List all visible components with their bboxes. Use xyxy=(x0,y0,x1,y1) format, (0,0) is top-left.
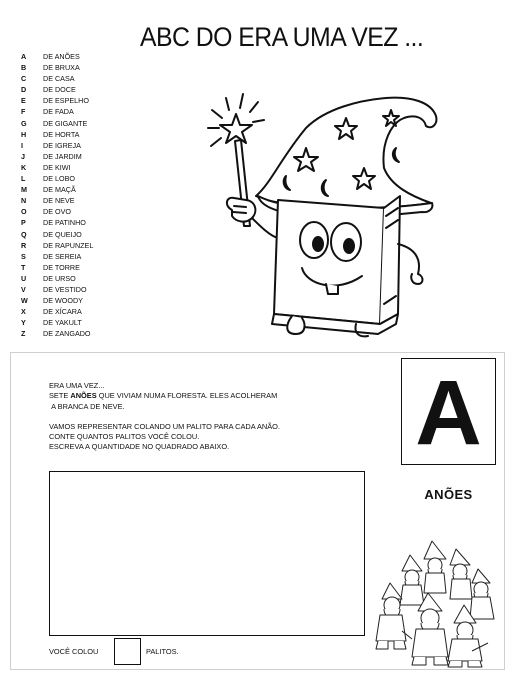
alphabet-letter: T xyxy=(21,262,26,272)
story-fragment: SETE xyxy=(49,391,71,401)
alphabet-letter: W xyxy=(21,296,28,306)
alphabet-letter: S xyxy=(21,251,26,261)
alphabet-item xyxy=(20,217,93,228)
alphabet-item xyxy=(20,273,93,284)
alphabet-letter: Q xyxy=(21,229,27,239)
alphabet-letter: K xyxy=(21,162,27,172)
alphabet-letter: Y xyxy=(21,318,26,328)
alphabet-word: DE MAÇÃ xyxy=(43,185,76,195)
alphabet-word: DE XÍCARA xyxy=(43,307,82,317)
letter-word: ANÕES xyxy=(424,487,473,502)
alphabet-word: DE ESPELHO xyxy=(43,96,89,106)
alphabet-item xyxy=(20,73,93,84)
dwarf-figure xyxy=(424,541,446,593)
alphabet-item xyxy=(20,84,93,95)
book-character xyxy=(272,196,423,336)
instruction-line: VAMOS REPRESENTAR COLANDO UM PALITO PARA CADA ANÃO. xyxy=(49,421,280,431)
story-line xyxy=(49,402,280,412)
stick-pasting-area[interactable] xyxy=(49,471,365,636)
alphabet-word: DE OVO xyxy=(43,207,71,217)
alphabet-letter: B xyxy=(21,63,27,73)
alphabet-word: DE RAPUNZEL xyxy=(43,240,94,250)
alphabet-word: DE ZANGADO xyxy=(43,329,91,339)
story-fragment: A BRANCA DE NEVE. xyxy=(51,401,125,411)
alphabet-list xyxy=(20,51,93,339)
alphabet-item xyxy=(20,306,93,317)
alphabet-item xyxy=(20,229,93,240)
seven-dwarfs-illustration xyxy=(372,535,499,668)
alphabet-word: DE SEREIA xyxy=(43,251,82,261)
alphabet-item xyxy=(20,284,93,295)
alphabet-letter: E xyxy=(21,96,26,106)
story-line: ERA UMA VEZ... xyxy=(49,381,105,390)
alphabet-letter: X xyxy=(21,307,26,317)
alphabet-item xyxy=(20,106,93,117)
alphabet-letter: P xyxy=(21,218,26,228)
alphabet-word: DE LOBO xyxy=(43,174,75,184)
alphabet-item xyxy=(20,317,93,328)
dwarf-figure xyxy=(470,569,494,619)
alphabet-word: DE PATINHO xyxy=(43,218,86,228)
alphabet-letter: A xyxy=(21,52,27,61)
alphabet-letter: L xyxy=(21,174,26,184)
alphabet-letter: R xyxy=(21,240,27,250)
alphabet-item xyxy=(20,295,93,306)
alphabet-word: DE NEVE xyxy=(43,196,75,206)
alphabet-word: DE CASA xyxy=(43,74,75,84)
wand-star-icon xyxy=(220,114,252,143)
alphabet-letter: G xyxy=(21,118,27,128)
alphabet-letter: U xyxy=(21,273,27,283)
alphabet-letter: I xyxy=(21,140,23,150)
alphabet-letter: Z xyxy=(21,329,26,339)
dwarf-figure xyxy=(450,549,472,599)
alphabet-word: DE JARDIM xyxy=(43,151,82,161)
alphabet-word: DE KIWI xyxy=(43,162,71,172)
alphabet-letter: V xyxy=(21,284,26,294)
wizard-hat xyxy=(256,98,436,217)
alphabet-item xyxy=(20,328,93,339)
alphabet-word: DE HORTA xyxy=(43,129,80,139)
letter-box xyxy=(401,358,496,465)
alphabet-item xyxy=(20,206,93,217)
alphabet-letter: M xyxy=(21,185,27,195)
count-label: VOCÊ COLOU xyxy=(49,647,99,656)
alphabet-item xyxy=(20,62,93,73)
alphabet-word: DE FADA xyxy=(43,107,74,117)
alphabet-item xyxy=(20,240,93,251)
alphabet-item xyxy=(20,173,93,184)
alphabet-word: DE URSO xyxy=(43,273,76,283)
alphabet-item xyxy=(20,95,93,106)
alphabet-word: DE ANÕES xyxy=(43,52,80,61)
wizard-book-illustration xyxy=(186,88,448,338)
story-fragment: QUE VIVIAM NUMA FLORESTA. ELES ACOLHERAM xyxy=(96,391,278,401)
alphabet-item xyxy=(20,51,93,62)
alphabet-letter: D xyxy=(21,85,27,95)
count-unit-label: PALITOS. xyxy=(146,647,179,656)
alphabet-letter: N xyxy=(21,196,27,206)
alphabet-item xyxy=(20,195,93,206)
alphabet-word: DE IGREJA xyxy=(43,140,81,150)
alphabet-item xyxy=(20,118,93,129)
story-text xyxy=(49,381,280,453)
count-answer-box[interactable] xyxy=(114,638,141,665)
alphabet-word: DE GIGANTE xyxy=(43,118,88,128)
alphabet-word: DE WOODY xyxy=(43,296,83,306)
alphabet-word: DE BRUXA xyxy=(43,63,80,73)
instruction-line: ESCREVA A QUANTIDADE NO QUADRADO ABAIXO. xyxy=(49,442,230,452)
alphabet-word: DE TORRE xyxy=(43,262,80,272)
alphabet-letter: H xyxy=(21,129,27,139)
page-title: ABC DO ERA UMA VEZ ... xyxy=(140,22,424,52)
alphabet-letter: J xyxy=(21,151,25,161)
alphabet-item xyxy=(20,140,93,151)
dwarf-figure xyxy=(400,555,424,605)
alphabet-item xyxy=(20,162,93,173)
alphabet-word: DE QUEIJO xyxy=(43,229,82,239)
alphabet-word: DE DOCE xyxy=(43,85,76,95)
alphabet-word: DE VESTIDO xyxy=(43,284,87,294)
alphabet-letter: C xyxy=(21,74,27,84)
alphabet-item xyxy=(20,251,93,262)
alphabet-item xyxy=(20,151,93,162)
alphabet-word: DE YAKULT xyxy=(43,318,82,328)
alphabet-item xyxy=(20,262,93,273)
story-keyword: ANÕES xyxy=(70,391,97,401)
alphabet-item xyxy=(20,129,93,140)
big-letter: A xyxy=(415,362,482,464)
alphabet-letter: O xyxy=(21,207,27,217)
alphabet-item xyxy=(20,184,93,195)
story-line xyxy=(49,391,280,401)
alphabet-letter: F xyxy=(21,107,26,117)
instruction-line: CONTE QUANTOS PALITOS VOCÊ COLOU. xyxy=(49,432,200,442)
